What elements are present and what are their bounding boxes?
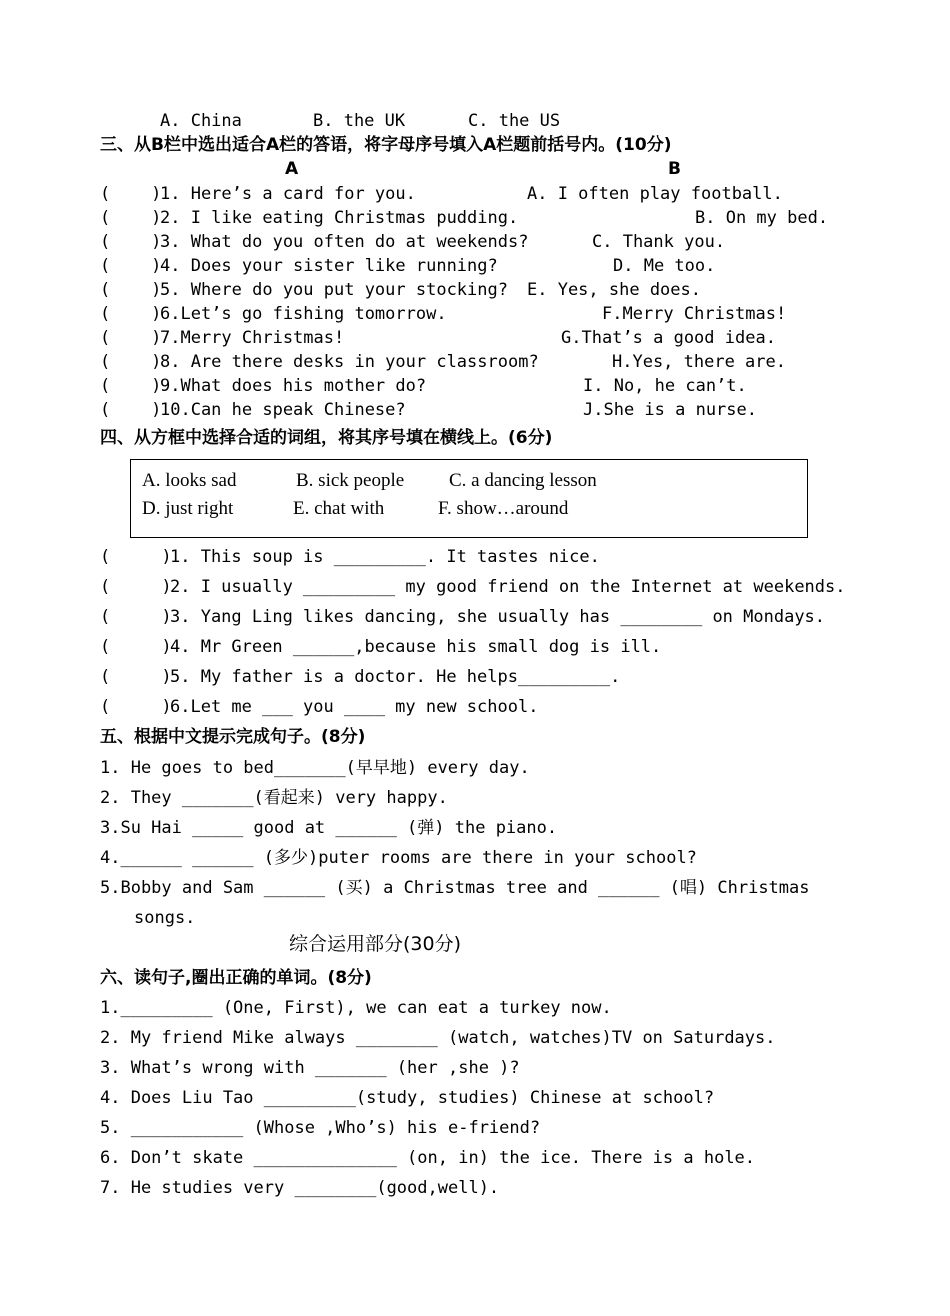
s3-question-9: 9.What does his mother do?: [160, 376, 427, 396]
s5-line-3: 3.Su Hai _____ good at ______ (弹) the piano.: [100, 818, 558, 838]
s3-answer-g: G.That’s a good idea.: [561, 328, 776, 348]
column-a-header: A: [285, 159, 299, 179]
answer-blank[interactable]: ( ): [100, 637, 172, 657]
answer-blank[interactable]: ( ): [100, 328, 162, 348]
answer-blank[interactable]: ( ): [100, 577, 172, 597]
answer-blank[interactable]: ( ): [100, 400, 162, 420]
answer-blank[interactable]: ( ): [100, 280, 162, 300]
s3-answer-a: A. I often play football.: [527, 184, 783, 204]
s3-answer-j: J.She is a nurse.: [583, 400, 757, 420]
s3-answer-i: I. No, he can’t.: [583, 376, 747, 396]
s4-question-3: 3. Yang Ling likes dancing, she usually has ________ on Mondays.: [170, 607, 826, 627]
answer-blank[interactable]: ( ): [100, 607, 172, 627]
option-b: B. the UK: [313, 111, 406, 131]
phrase-b: B. sick people: [296, 470, 405, 491]
s6-line-6: 6. Don’t skate ______________ (on, in) the ice. There is a hole.: [100, 1148, 756, 1168]
answer-blank[interactable]: ( ): [100, 547, 172, 567]
s3-answer-f: F.Merry Christmas!: [602, 304, 787, 324]
s5-line-1: 1. He goes to bed_______(早早地) every day.: [100, 758, 530, 778]
phrase-d: D. just right: [142, 498, 234, 519]
section-4-title: 四、从方框中选择合适的词组，将其序号填在横线上。(6分): [100, 428, 553, 448]
phrase-f: F. show…around: [438, 498, 569, 519]
s3-question-3: 3. What do you often do at weekends?: [160, 232, 529, 252]
s3-answer-c: C. Thank you.: [592, 232, 726, 252]
s5-line-2: 2. They _______(看起来) very happy.: [100, 788, 448, 808]
phrase-e: E. chat with: [293, 498, 385, 519]
section-5-title: 五、根据中文提示完成句子。(8分): [100, 727, 366, 747]
s3-question-1: 1. Here’s a card for you.: [160, 184, 416, 204]
answer-blank[interactable]: ( ): [100, 376, 162, 396]
answer-blank[interactable]: ( ): [100, 667, 172, 687]
s3-question-10: 10.Can he speak Chinese?: [160, 400, 406, 420]
s5-line-4: 4.______ ______ (多少)puter rooms are there in your school?: [100, 848, 697, 868]
s3-question-8: 8. Are there desks in your classroom?: [160, 352, 539, 372]
part-title: 综合运用部分(30分): [289, 933, 462, 955]
column-b-header: B: [668, 159, 681, 179]
s3-answer-d: D. Me too.: [613, 256, 716, 276]
s3-question-4: 4. Does your sister like running?: [160, 256, 498, 276]
answer-blank[interactable]: ( ): [100, 208, 162, 228]
answer-blank[interactable]: ( ): [100, 304, 162, 324]
section-6-title: 六、读句子,圈出正确的单词。(8分): [100, 968, 372, 988]
s6-line-5: 5. ___________ (Whose ,Who’s) his e-friend?: [100, 1118, 541, 1138]
answer-blank[interactable]: ( ): [100, 232, 162, 252]
answer-blank[interactable]: ( ): [100, 352, 162, 372]
s3-question-5: 5. Where do you put your stocking?: [160, 280, 508, 300]
s6-line-3: 3. What’s wrong with _______ (her ,she )?: [100, 1058, 520, 1078]
s3-answer-e: E. Yes, she does.: [527, 280, 701, 300]
s3-question-6: 6.Let’s go fishing tomorrow.: [160, 304, 447, 324]
s3-question-2: 2. I like eating Christmas pudding.: [160, 208, 519, 228]
s3-answer-h: H.Yes, there are.: [612, 352, 786, 372]
s5-line-5-continued: songs.: [134, 908, 196, 928]
phrase-a: A. looks sad: [142, 470, 237, 491]
s6-line-1: 1._________ (One, First), we can eat a turkey now.: [100, 998, 612, 1018]
s6-line-7: 7. He studies very ________(good,well).: [100, 1178, 500, 1198]
s6-line-4: 4. Does Liu Tao _________(study, studies) Chinese at school?: [100, 1088, 715, 1108]
option-a: A. China: [160, 111, 242, 131]
option-c: C. the US: [468, 111, 561, 131]
section-3-title: 三、从B栏中选出适合A栏的答语，将字母序号填入A栏题前括号内。(10分): [100, 135, 672, 155]
s3-question-7: 7.Merry Christmas!: [160, 328, 345, 348]
phrase-c: C. a dancing lesson: [449, 470, 597, 491]
s3-answer-b: B. On my bed.: [695, 208, 829, 228]
answer-blank[interactable]: ( ): [100, 184, 162, 204]
s5-line-5: 5.Bobby and Sam ______ (买) a Christmas tree and ______ (唱) Christmas: [100, 878, 810, 898]
s4-question-6: 6.Let me ___ you ____ my new school.: [170, 697, 539, 717]
answer-blank[interactable]: ( ): [100, 697, 172, 717]
answer-blank[interactable]: ( ): [100, 256, 162, 276]
s4-question-1: 1. This soup is _________. It tastes nice.: [170, 547, 600, 567]
s6-line-2: 2. My friend Mike always ________ (watch, watches)TV on Saturdays.: [100, 1028, 776, 1048]
s4-question-5: 5. My father is a doctor. He helps_________.: [170, 667, 621, 687]
s4-question-4: 4. Mr Green ______,because his small dog is ill.: [170, 637, 662, 657]
s4-question-2: 2. I usually _________ my good friend on the Internet at weekends.: [170, 577, 846, 597]
